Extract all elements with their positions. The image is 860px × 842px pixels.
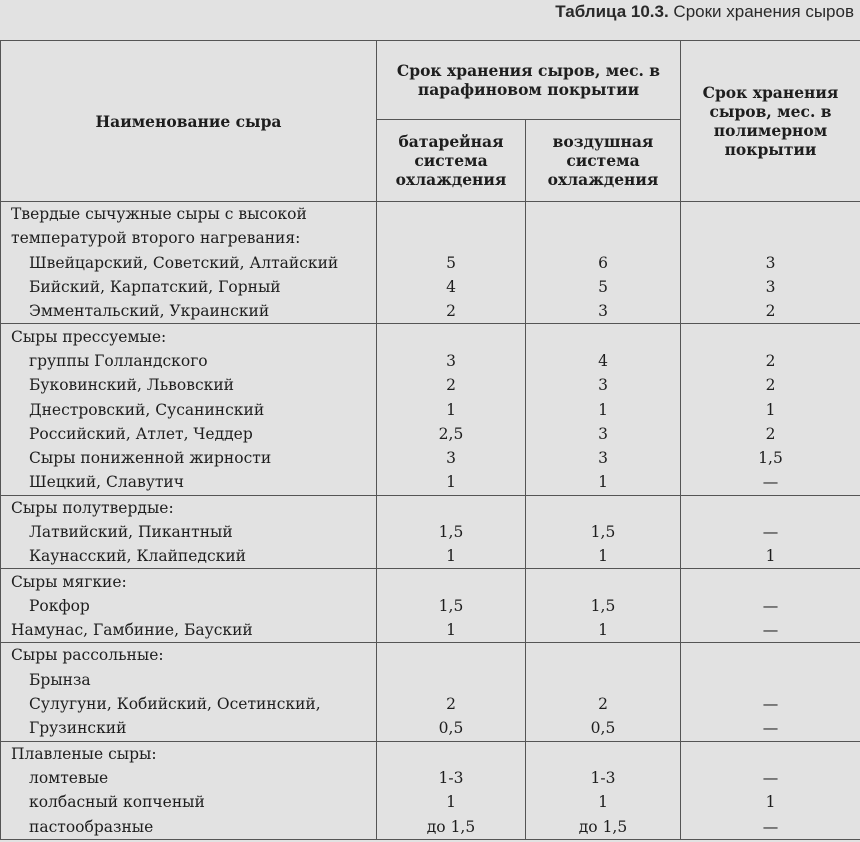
header-battery-cooling: батарейная система охлаждения [377, 120, 526, 202]
cell-battery-months: 0,5 [377, 716, 526, 741]
table-row [1, 814, 860, 839]
cell-polymer-months: — [681, 814, 860, 839]
cell-cheese-name: Буковинский, Львовский [1, 373, 377, 397]
cell-polymer-months [681, 495, 860, 520]
cell-polymer-months: — [681, 520, 860, 544]
cell-cheese-name: температурой второго нагревания: [1, 226, 377, 250]
cell-cheese-name: Твердые сычужные сыры с высокой [1, 202, 377, 227]
cell-battery-months: 2 [377, 373, 526, 397]
table-row [1, 520, 860, 544]
cell-air-months: 2 [526, 692, 681, 716]
header-polymer: Срок хранения сыров, мес. в полимерном покрытии [681, 41, 860, 202]
cell-polymer-months: 1 [681, 397, 860, 421]
cell-battery-months: 1-3 [377, 766, 526, 790]
table-row [1, 544, 860, 569]
cell-cheese-name: Сулугуни, Кобийский, Осетинский, [1, 692, 377, 716]
cell-battery-months: 2 [377, 299, 526, 324]
cell-cheese-name: Днестровский, Сусанинский [1, 397, 377, 421]
table-body [1, 202, 860, 840]
cell-cheese-name: Каунасский, Клайпедский [1, 544, 377, 569]
cell-battery-months [377, 226, 526, 250]
cell-air-months: 1 [526, 397, 681, 421]
cell-air-months [526, 643, 681, 668]
cell-battery-months: 2,5 [377, 422, 526, 446]
table-row [1, 495, 860, 520]
cell-polymer-months: — [681, 766, 860, 790]
cell-air-months [526, 202, 681, 227]
table-row [1, 202, 860, 227]
cell-air-months: 6 [526, 251, 681, 275]
cell-cheese-name: Рокфор [1, 594, 377, 618]
cell-polymer-months: — [681, 594, 860, 618]
cell-air-months: 5 [526, 275, 681, 299]
cell-battery-months: 2 [377, 692, 526, 716]
cell-cheese-name: Российский, Атлет, Чеддер [1, 422, 377, 446]
cheese-storage-table [0, 40, 860, 840]
cell-cheese-name: Плавленые сыры: [1, 741, 377, 766]
cell-battery-months: 4 [377, 275, 526, 299]
cell-polymer-months [681, 668, 860, 692]
cell-battery-months [377, 495, 526, 520]
cell-polymer-months: — [681, 716, 860, 741]
cell-polymer-months: — [681, 470, 860, 495]
cell-air-months: 3 [526, 446, 681, 470]
table-row [1, 251, 860, 275]
header-paraffin-group: Срок хранения сыров, мес. в парафиновом покрытии [377, 41, 681, 120]
table-row [1, 716, 860, 741]
table-row [1, 643, 860, 668]
table-row [1, 692, 860, 716]
cell-polymer-months [681, 324, 860, 349]
table-row [1, 741, 860, 766]
cell-cheese-name: Брынза [1, 668, 377, 692]
table-row [1, 226, 860, 250]
cell-cheese-name: Швейцарский, Советский, Алтайский [1, 251, 377, 275]
cell-polymer-months: 2 [681, 373, 860, 397]
cell-battery-months: 1,5 [377, 594, 526, 618]
cell-battery-months: 1 [377, 470, 526, 495]
table-row [1, 299, 860, 324]
cell-battery-months: до 1,5 [377, 814, 526, 839]
cell-air-months: 4 [526, 349, 681, 373]
cell-cheese-name: Латвийский, Пикантный [1, 520, 377, 544]
cell-cheese-name: Бийский, Карпатский, Горный [1, 275, 377, 299]
table-row [1, 668, 860, 692]
table-row [1, 324, 860, 349]
cell-air-months: 1 [526, 544, 681, 569]
cell-polymer-months [681, 569, 860, 594]
cell-battery-months: 1 [377, 397, 526, 421]
cell-polymer-months [681, 226, 860, 250]
cell-polymer-months: 1,5 [681, 446, 860, 470]
cell-polymer-months [681, 643, 860, 668]
cell-battery-months: 1 [377, 544, 526, 569]
table-row [1, 349, 860, 373]
cell-polymer-months: — [681, 618, 860, 643]
table-caption [555, 2, 854, 22]
cell-battery-months: 3 [377, 446, 526, 470]
cell-battery-months [377, 741, 526, 766]
table-row [1, 422, 860, 446]
cell-polymer-months: 1 [681, 544, 860, 569]
header-air-cooling: воздушная система охлаждения [526, 120, 681, 202]
cell-air-months [526, 495, 681, 520]
table-row [1, 569, 860, 594]
cell-air-months: 1 [526, 470, 681, 495]
cell-cheese-name: группы Голландского [1, 349, 377, 373]
cell-air-months: 1,5 [526, 520, 681, 544]
cell-cheese-name: Намунас, Гамбиние, Бауский [1, 618, 377, 643]
cell-air-months [526, 226, 681, 250]
cell-polymer-months: 2 [681, 349, 860, 373]
cell-air-months: 3 [526, 373, 681, 397]
table-row [1, 470, 860, 495]
cell-cheese-name: Сыры полутвердые: [1, 495, 377, 520]
cell-cheese-name: Сыры прессуемые: [1, 324, 377, 349]
cell-polymer-months [681, 741, 860, 766]
table-row [1, 594, 860, 618]
cell-polymer-months: 3 [681, 251, 860, 275]
cell-battery-months [377, 668, 526, 692]
cell-air-months: 1 [526, 618, 681, 643]
table-row [1, 446, 860, 470]
table-row [1, 373, 860, 397]
cell-battery-months [377, 324, 526, 349]
cell-battery-months: 1 [377, 618, 526, 643]
table-caption-title: Сроки хранения сыров [673, 2, 854, 21]
table-row [1, 766, 860, 790]
cell-polymer-months: 2 [681, 422, 860, 446]
cell-air-months: 3 [526, 422, 681, 446]
header-cheese-name: Наименование сыра [1, 41, 377, 202]
cell-cheese-name: ломтевые [1, 766, 377, 790]
cell-battery-months [377, 569, 526, 594]
cell-air-months: 0,5 [526, 716, 681, 741]
cell-air-months: 1-3 [526, 766, 681, 790]
cell-polymer-months: 3 [681, 275, 860, 299]
cell-air-months: до 1,5 [526, 814, 681, 839]
table-row [1, 790, 860, 814]
table-header [1, 41, 860, 202]
cell-battery-months [377, 202, 526, 227]
cell-cheese-name: колбасный копченый [1, 790, 377, 814]
cell-cheese-name: Грузинский [1, 716, 377, 741]
cell-battery-months: 1 [377, 790, 526, 814]
cell-air-months [526, 569, 681, 594]
table-caption-label: Таблица 10.3. [555, 2, 669, 21]
cell-cheese-name: пастообразные [1, 814, 377, 839]
cell-polymer-months: 2 [681, 299, 860, 324]
cell-air-months [526, 324, 681, 349]
cell-cheese-name: Сыры мягкие: [1, 569, 377, 594]
cell-air-months [526, 741, 681, 766]
cell-battery-months: 3 [377, 349, 526, 373]
table-row [1, 397, 860, 421]
cell-cheese-name: Шецкий, Славутич [1, 470, 377, 495]
cell-polymer-months: — [681, 692, 860, 716]
cell-polymer-months [681, 202, 860, 227]
cell-air-months: 1,5 [526, 594, 681, 618]
cell-air-months [526, 668, 681, 692]
table-row [1, 618, 860, 643]
cell-battery-months: 5 [377, 251, 526, 275]
cell-cheese-name: Сыры рассольные: [1, 643, 377, 668]
table-row [1, 275, 860, 299]
cell-polymer-months: 1 [681, 790, 860, 814]
cell-cheese-name: Сыры пониженной жирности [1, 446, 377, 470]
cell-battery-months [377, 643, 526, 668]
cell-air-months: 1 [526, 790, 681, 814]
cell-air-months: 3 [526, 299, 681, 324]
cell-battery-months: 1,5 [377, 520, 526, 544]
cell-cheese-name: Эмментальский, Украинский [1, 299, 377, 324]
